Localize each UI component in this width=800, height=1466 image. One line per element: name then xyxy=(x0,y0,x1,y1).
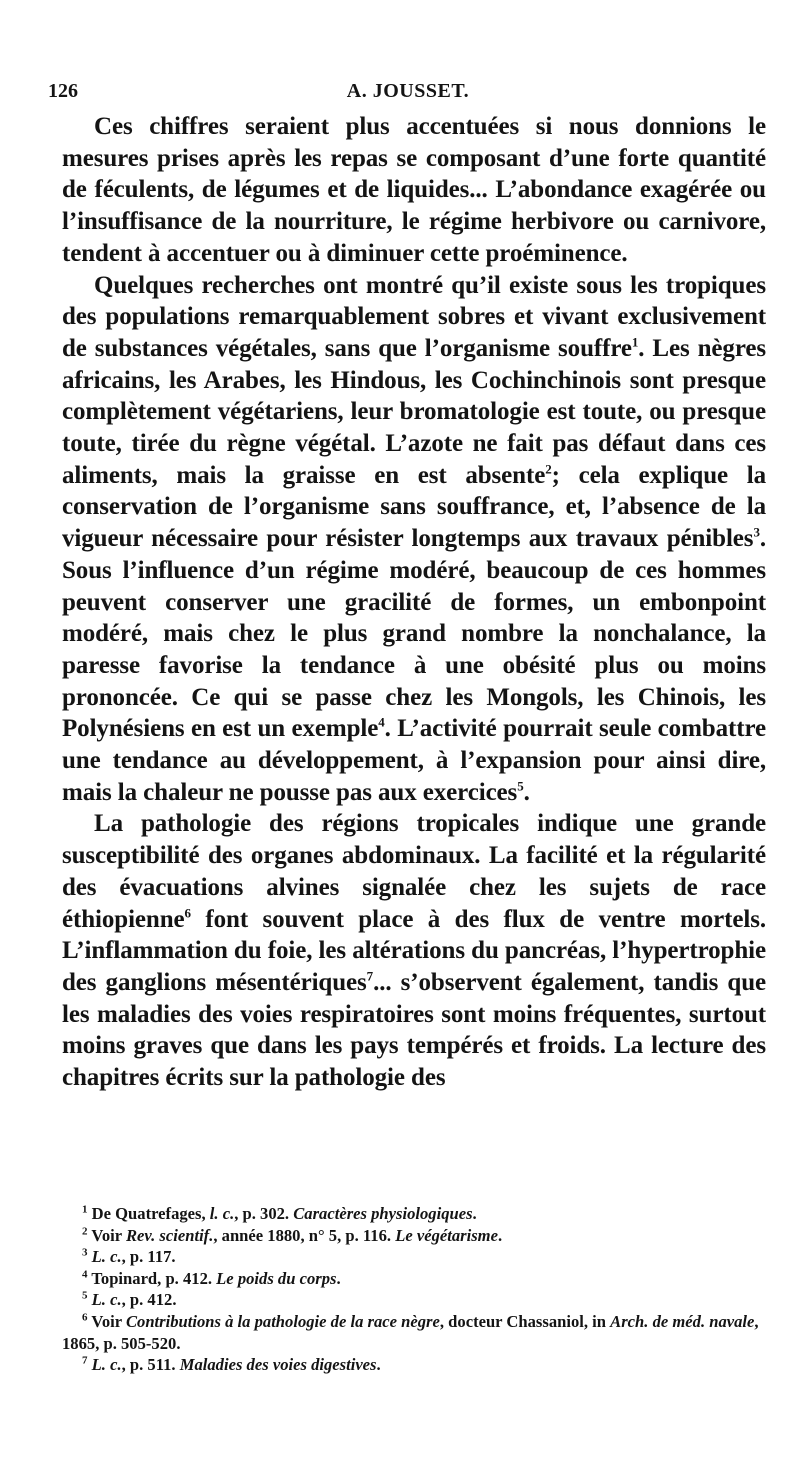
text-run: font souvent place à des flux de ventre mortels. L’inflammation du foie, les altérations du pancréas, l’hypertrophie des ganglions mésentériques xyxy=(62,905,766,996)
body-text xyxy=(62,111,766,1094)
footnote-ref-5[interactable]: 5 xyxy=(517,778,524,794)
footnote-text: , p. 412. xyxy=(121,1290,177,1310)
footnote-3 xyxy=(62,1246,766,1268)
footnote-number: 3 xyxy=(82,1246,88,1259)
footnote-title: Maladies des voies digestives xyxy=(179,1355,377,1375)
footnote-ref-3[interactable]: 3 xyxy=(753,524,760,540)
footnote-7 xyxy=(62,1354,766,1376)
footnote-title: Contributions à la pathologie de la race nègre xyxy=(125,1311,440,1331)
footnote-text: Voir xyxy=(91,1225,126,1245)
footnote-ref-1[interactable]: 1 xyxy=(631,334,639,350)
paragraph-1: Ces chiffres seraient plus accentuées si nous donnions le mesures prises après les repas se composant d’une forte quantité de féculents, de légumes et de liquides... L’abondance exagérée ou l’insuffisance de la nourriture, le régime herbivore ou carnivore, tendent à accentuer ou à diminuer cette proéminence. xyxy=(62,113,766,267)
footnote-number: 2 xyxy=(82,1225,88,1238)
footnote-text: , docteur Chassaniol, in xyxy=(439,1311,611,1331)
footnote-ref-2[interactable]: 2 xyxy=(545,461,552,477)
running-header xyxy=(48,80,768,110)
footnote-6 xyxy=(62,1311,766,1354)
footnote-text: . xyxy=(497,1225,503,1245)
paragraph-2 xyxy=(62,270,766,809)
footnote-ref-6[interactable]: 6 xyxy=(184,905,191,921)
footnote-text: , 1865, p. 505-520. xyxy=(62,1311,759,1353)
text-run: ; cela explique la conservation de l’organisme sans souffrance, et, l’absence de la vigueur nécessaire pour résister longtemps aux travaux pénibles xyxy=(62,461,766,553)
footnote-title: Le végétarisme xyxy=(395,1225,498,1245)
running-title: A. JOUSSET. xyxy=(346,80,470,102)
footnote-text: De Quatrefages, xyxy=(91,1204,210,1223)
footnote-ref: l. c. xyxy=(209,1204,235,1223)
footnote-text: Voir xyxy=(91,1311,126,1331)
text-run: Quelques recherches ont montré qu’il existe sous les tropiques des populations remarquablement sobres et vivant exclusivement de substances végétales, sans que l’organisme souffre xyxy=(62,271,766,362)
footnote-ref: Rev. scientif. xyxy=(125,1225,214,1245)
footnote-5 xyxy=(62,1289,766,1311)
footnote-ref: L. c. xyxy=(91,1290,122,1310)
footnote-ref: L. c. xyxy=(91,1247,122,1267)
footnote-4 xyxy=(62,1268,766,1290)
footnote-title: Caractères physiologiques xyxy=(293,1204,473,1223)
paragraph-3 xyxy=(62,808,766,1093)
footnote-ref-4[interactable]: 4 xyxy=(378,715,385,731)
footnote-2 xyxy=(62,1225,766,1247)
text-run: La pathologie des régions tropicales indique une grande susceptibilité des organes abdominaux. La facilité et la régularité des évacuations alvines signalée chez les sujets de race éthiopienne xyxy=(62,810,766,933)
footnote-ref: L. c. xyxy=(91,1355,122,1375)
text-run: . L’activité pourrait seule combattre une tendance au développement, à l’expansion pour ainsi dire, mais la chaleur ne pousse pas aux exercices xyxy=(62,715,766,806)
page-number: 126 xyxy=(48,80,78,102)
footnote-number: 6 xyxy=(82,1311,88,1324)
footnotes xyxy=(62,1203,766,1376)
footnote-text: . xyxy=(472,1204,477,1223)
footnote-text: . xyxy=(336,1268,341,1288)
footnote-text: Topinard, p. 412. xyxy=(91,1268,217,1288)
footnote-1 xyxy=(62,1203,766,1225)
footnote-ref: Arch. de méd. navale xyxy=(610,1311,755,1331)
footnote-text: , p. 511. xyxy=(121,1355,180,1375)
footnote-text: , année 1880, n° 5, p. 116. xyxy=(213,1225,396,1245)
footnote-number: 1 xyxy=(82,1203,88,1216)
footnote-text: , p. 117. xyxy=(121,1247,176,1267)
footnote-ref-7[interactable]: 7 xyxy=(366,968,374,984)
footnote-number: 5 xyxy=(82,1289,88,1302)
footnote-text: , p. 302. xyxy=(234,1204,294,1223)
footnote-number: 4 xyxy=(82,1268,88,1281)
footnote-title: Le poids du corps xyxy=(216,1268,337,1288)
footnote-text: . xyxy=(376,1355,381,1375)
text-run: . xyxy=(523,778,530,806)
footnote-number: 7 xyxy=(82,1354,88,1367)
text-run: . Les nègres africains, les Arabes, les Hindous, les Cochinchinois sont presque complètement végétariens, leur bromatologie est toute, ou presque toute, tirée du règne végétal. L’azote ne fait pas défaut dans ces aliments, mais la graisse en est absente xyxy=(62,334,766,489)
text-run: ... s’observent également, tandis que les maladies des voies respiratoires sont moins fréquentes, surtout moins graves que dans les pays tempérés et froids. La lecture des chapitres écrits sur la pathologie des xyxy=(62,968,766,1092)
text-run: . Sous l’influence d’un régime modéré, beaucoup de ces hommes peuvent conserver une gracilité de formes, un embonpoint modéré, mais chez le plus grand nombre la nonchalance, la paresse favorise la tendance à une obésité plus ou moins prononcée. Ce qui se passe chez les Mongols, les Chinois, les Polynésiens en est un exemple xyxy=(62,525,766,743)
